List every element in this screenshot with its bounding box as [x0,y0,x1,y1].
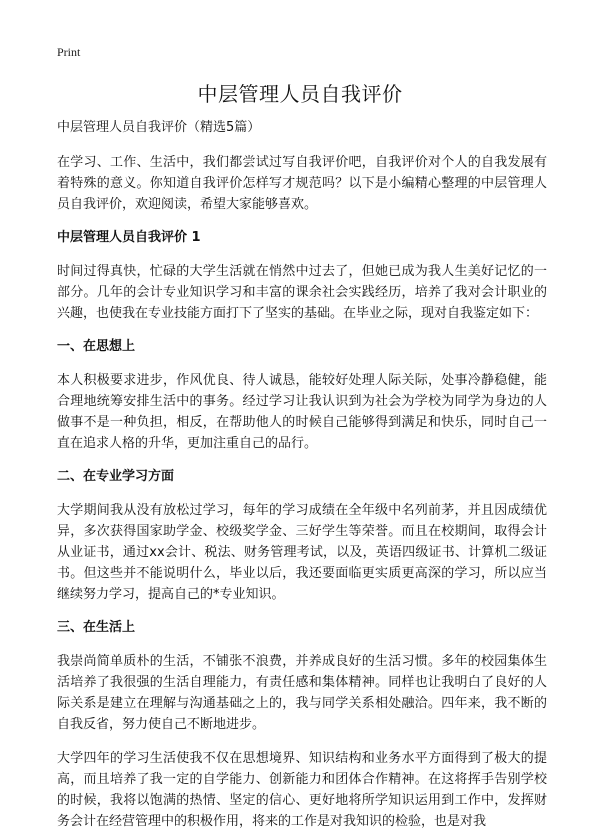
article-intro-paragraph: 时间过得真快，忙碌的大学生活就在悄然中过去了，但她已成为我人生美好记忆的一部分。几年的会计专业知识学习和丰富的课余社会实践经历，培养了我对会计职业的兴趣，也使我在专业技能方面打下了坚实的基础。在毕业之际，现对自我鉴定如下： [57,264,547,321]
section-body-life: 我崇尚简单质朴的生活，不铺张不浪费，并养成良好的生活习惯。多年的校园集体生活培养了我很强的生活自理能力，有责任感和集体精神。同样也让我明白了良好的人际关系是建立在理解与沟通基础之上的，我与同学关系相处融洽。四年来，我不断的自我反省，努力使自己不断地进步。 [57,654,547,732]
document-body [57,118,547,828]
intro-paragraph: 在学习、工作、生活中，我们都尝试过写自我评价吧，自我评价对个人的自我发展有着特殊的意义。你知道自我评价怎样写才规范吗？以下是小编精心整理的中层管理人员自我评价，欢迎阅读，希望大家能够喜欢。 [57,155,547,212]
section-heading-thought: 一、在思想上 [57,339,136,354]
print-link[interactable]: Print [57,45,81,59]
article-heading: 中层管理人员自我评价 1 [57,230,201,245]
section-heading-study: 二、在专业学习方面 [57,469,175,484]
closing-paragraph: 大学四年的学习生活使我不仅在思想境界、知识结构和业务水平方面得到了极大的提高，而且培养了我一定的自学能力、创新能力和团体合作精神。在这将挥手告别学校的时候，我将以饱满的热情、坚定的信心、更好地将所学知识运用到工作中，发挥财务会计在经营管理中的积极作用，将来的工作是对我知识的检验，也是对我 [57,751,547,828]
section-body-study: 大学期间我从没有放松过学习，每年的学习成绩在全年级中名列前茅，并且因成绩优异，多次获得国家助学金、校级奖学金、三好学生等荣誉。而且在校期间，取得会计从业证书，通过xx会计、税法、财务管理考试，以及，英语四级证书、计算机二级证书。但这些并不能说明什么，毕业以后，我还要面临更实质更高深的学习，所以应当继续努力学习，提高自己的*专业知识。 [57,503,547,602]
section-body-thought: 本人积极要求进步，作风优良、待人诚恳，能较好处理人际关际，处事冷静稳健，能合理地统筹安排生活中的事务。经过学习让我认识到为社会为学校为同学为身边的人做事不是一种负担，相反，在帮助他人的时候自己能够得到满足和快乐，同时自己一直在追求人格的升华，更加注重自己的品行。 [57,373,547,451]
document-subtitle: 中层管理人员自我评价（精选5篇） [57,120,261,135]
page-title: 中层管理人员自我评价 [197,82,403,106]
section-heading-life: 三、在生活上 [57,620,136,635]
